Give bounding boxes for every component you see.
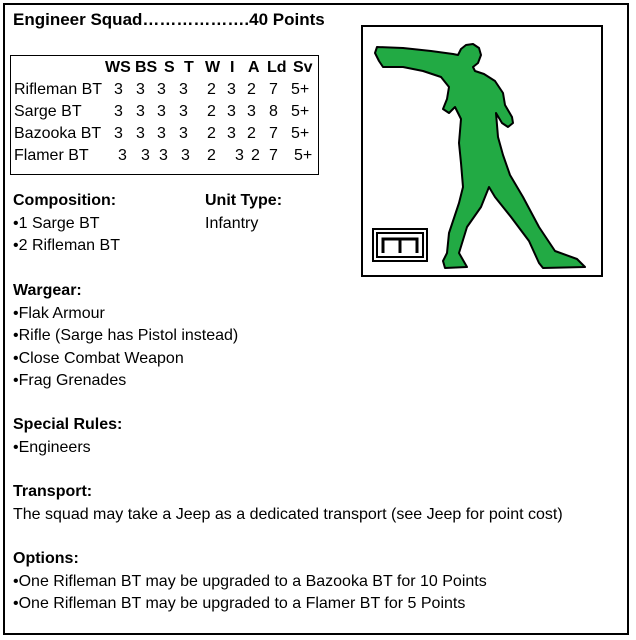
stat-value: 3 (235, 147, 244, 164)
transport-heading: Transport: (13, 483, 93, 500)
unit-type-heading: Unit Type: (205, 192, 283, 209)
list-item: •1 Sarge BT (13, 214, 100, 232)
stat-value: 3 (179, 81, 188, 98)
list-item: •Flak Armour (13, 304, 105, 322)
transport-section (13, 481, 563, 526)
stat-value: 3 (157, 81, 166, 98)
stat-value: 2 (247, 81, 256, 98)
list-item: •2 Rifleman BT (13, 237, 120, 254)
green-army-soldier-icon (363, 27, 601, 275)
stat-value: 5+ (291, 81, 310, 98)
composition-heading: Composition: (13, 192, 117, 209)
stat-header: W (205, 59, 221, 76)
stat-value: 3 (227, 103, 236, 120)
unit-name: Bazooka BT (14, 125, 102, 142)
stat-header: BS (135, 59, 158, 76)
unit-figure-panel (361, 25, 603, 277)
stat-value: 8 (269, 103, 278, 120)
stat-value: 2 (207, 81, 216, 98)
composition-section (13, 190, 120, 258)
list-item: •One Rifleman BT may be upgraded to a Flamer BT for 5 Points (13, 595, 466, 612)
stat-value: 5+ (291, 103, 310, 120)
stats-row (11, 125, 320, 147)
stat-value: 3 (179, 125, 188, 142)
stat-value: 2 (207, 147, 216, 164)
list-item: •Frag Grenades (13, 372, 127, 389)
unit-title: Engineer Squad……………….40 Points (13, 10, 325, 29)
list-item: •Rifle (Sarge has Pistol instead) (13, 327, 239, 344)
stat-header: A (248, 59, 260, 76)
stat-header: Sv (293, 59, 313, 76)
unit-type-section (205, 190, 282, 235)
stats-row (11, 147, 320, 169)
stat-value: 3 (179, 103, 188, 120)
options-heading: Options: (13, 550, 79, 567)
stat-value: 3 (118, 147, 127, 164)
stat-value: 2 (251, 147, 260, 164)
stat-value: 2 (207, 103, 216, 120)
special-rules-section (13, 414, 122, 459)
stat-value: 3 (136, 103, 145, 120)
options-section (13, 548, 487, 616)
unit-name: Sarge BT (14, 103, 82, 120)
list-item: •Engineers (13, 438, 91, 456)
stat-value: 3 (247, 103, 256, 120)
transport-text: The squad may take a Jeep as a dedicated transport (see Jeep for point cost) (13, 505, 563, 523)
stats-row (11, 103, 320, 125)
list-item: •Close Combat Weapon (13, 349, 184, 367)
list-item: •One Rifleman BT may be upgraded to a Bazooka BT for 10 Points (13, 572, 487, 590)
stat-value: 2 (247, 125, 256, 142)
stat-value: 3 (181, 147, 190, 164)
unit-name: Flamer BT (14, 147, 89, 164)
stat-value: 5+ (291, 125, 310, 142)
stat-value: 3 (227, 81, 236, 98)
unit-type-value: Infantry (205, 214, 259, 232)
stat-value: 3 (136, 125, 145, 142)
stat-value: 2 (207, 125, 216, 142)
stat-value: 3 (136, 81, 145, 98)
stats-header-row (11, 59, 320, 81)
stat-header: WS (105, 59, 131, 76)
wargear-heading: Wargear: (13, 282, 82, 299)
wargear-section (13, 280, 238, 393)
stat-value: 3 (114, 81, 123, 98)
stat-header: I (230, 59, 235, 76)
stat-header: Ld (267, 59, 287, 76)
stat-value: 3 (114, 103, 123, 120)
stat-value: 7 (269, 125, 278, 142)
stats-table (10, 55, 319, 175)
stat-header: S (164, 59, 175, 76)
special-rules-heading: Special Rules: (13, 416, 123, 433)
stat-header: T (184, 59, 194, 76)
stat-value: 5+ (294, 147, 313, 164)
stat-value: 3 (141, 147, 150, 164)
unit-name: Rifleman BT (14, 81, 103, 98)
stat-value: 3 (159, 147, 168, 164)
stat-value: 3 (114, 125, 123, 142)
stat-value: 3 (157, 125, 166, 142)
stat-value: 3 (227, 125, 236, 142)
stat-value: 3 (157, 103, 166, 120)
stat-value: 7 (269, 81, 278, 98)
stats-row (11, 81, 320, 103)
stat-value: 7 (269, 147, 278, 164)
